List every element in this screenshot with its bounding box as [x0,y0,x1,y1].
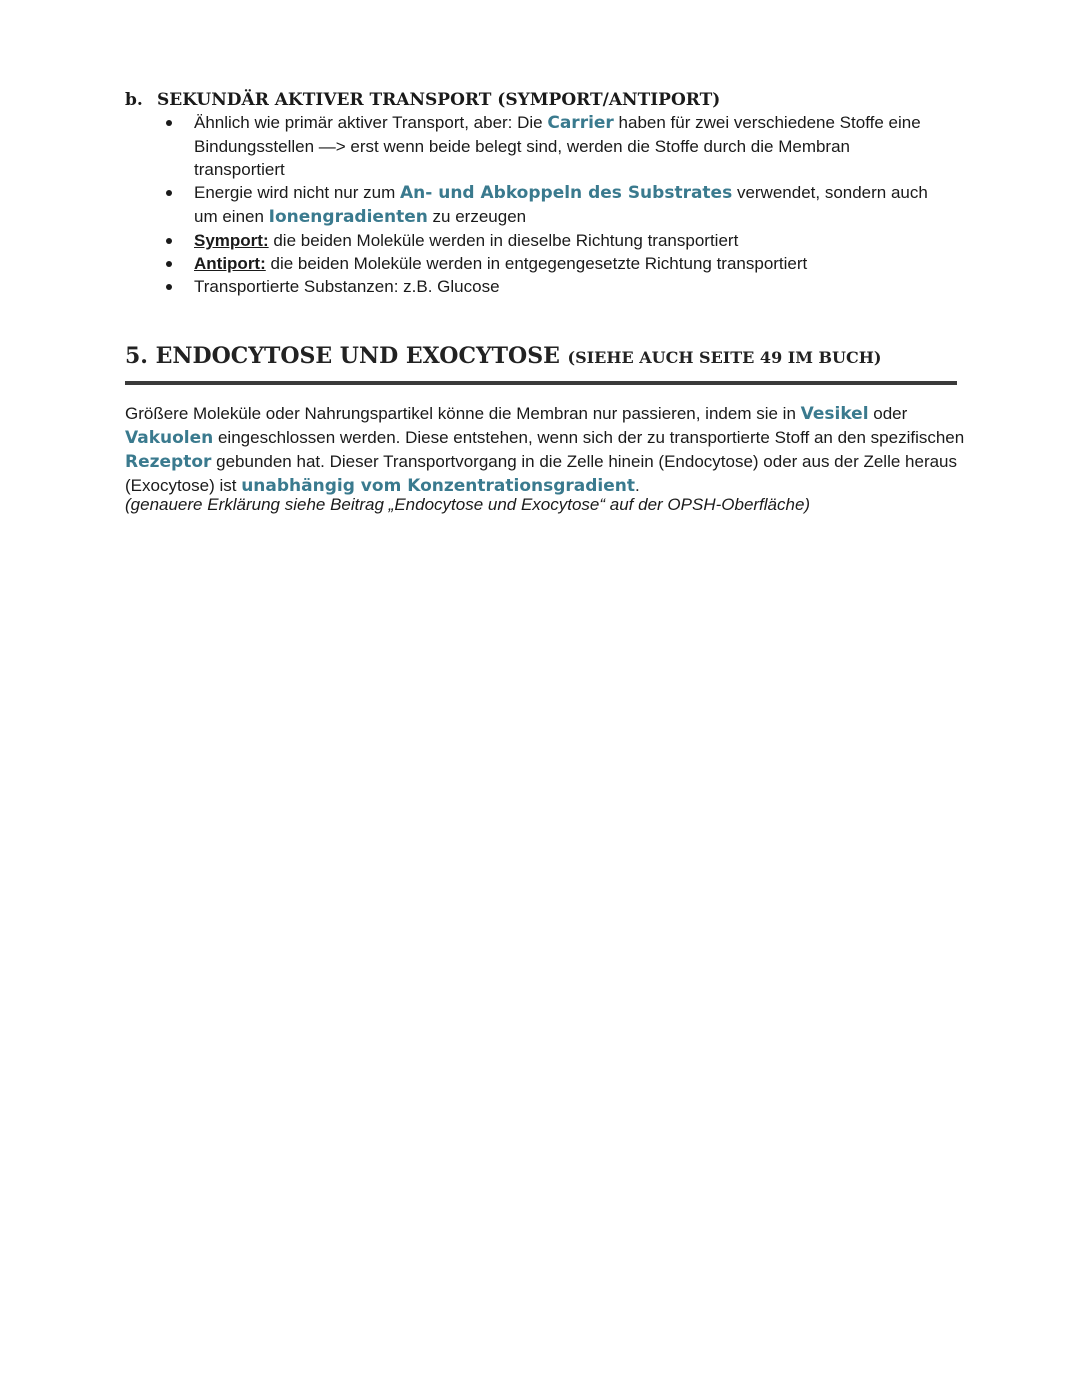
bullet-text: Transportierte Substanzen: z.B. Glucose [194,277,500,296]
term-antiport: Antiport: [194,254,266,273]
highlight-term: Rezeptor [125,452,212,472]
section-heading [125,340,955,374]
paragraph-text: gebunden hat. Dieser Transportvorgang in die Zelle hinein (Endocytose) oder aus der Zelle heraus (Exocytose) ist [125,452,958,495]
subsection-title: SEKUNDÄR AKTIVER TRANSPORT (SYMPORT/ANTIPORT) [157,90,721,110]
list-item [166,252,936,275]
bullet-text: haben für zwei verschiedene Stoffe eine Bindungsstellen —> erst wenn beide belegt sind, werden die Stoffe durch die Membran transportiert [194,113,921,179]
list-item [166,229,936,252]
bullet-text: verwendet, sondern auch um einen [194,183,928,226]
bullet-text: die beiden Moleküle werden in entgegengesetzte Richtung transportiert [265,254,808,273]
highlight-term: An- und Abkoppeln des Substrates [399,183,733,203]
section-subtitle: (SIEHE AUCH SEITE 49 IM BUCH) [567,348,882,367]
highlight-term: Vakuolen [125,428,214,448]
paragraph-text: eingeschlossen werden. Diese entstehen, wenn sich der zu transportierte Stoff an den spezifischen [213,428,965,447]
subsection-heading [125,89,955,112]
list-item [166,181,936,229]
section-divider [125,381,957,385]
paragraph-text: . [635,476,640,495]
highlight-term: Vesikel [800,404,869,424]
highlight-term: Ionengradienten [268,207,428,227]
highlight-term: Carrier [547,113,614,133]
list-item [166,275,936,298]
subsection-letter: b. [125,90,143,110]
paragraph-text: Größere Moleküle oder Nahrungspartikel könne die Membran nur passieren, indem sie in [125,404,801,423]
bullet-list [166,111,936,298]
bullet-text: Ähnlich wie primär aktiver Transport, aber: Die [194,113,548,132]
highlight-term: unabhängig vom Konzentrationsgradient [241,476,636,496]
bullet-text: zu erzeugen [427,207,527,226]
body-paragraph [125,402,965,498]
reference-note: (genauere Erklärung siehe Beitrag „Endocytose und Exocytose“ auf der OPSH-Oberfläche) [125,495,811,514]
bullet-text: Energie wird nicht nur zum [194,183,400,202]
bullet-text: die beiden Moleküle werden in dieselbe Richtung transportiert [268,231,739,250]
paragraph-text: oder [868,404,908,423]
term-symport: Symport: [194,231,269,250]
section-title: 5. ENDOCYTOSE UND EXOCYTOSE [125,343,560,369]
list-item [166,111,936,181]
